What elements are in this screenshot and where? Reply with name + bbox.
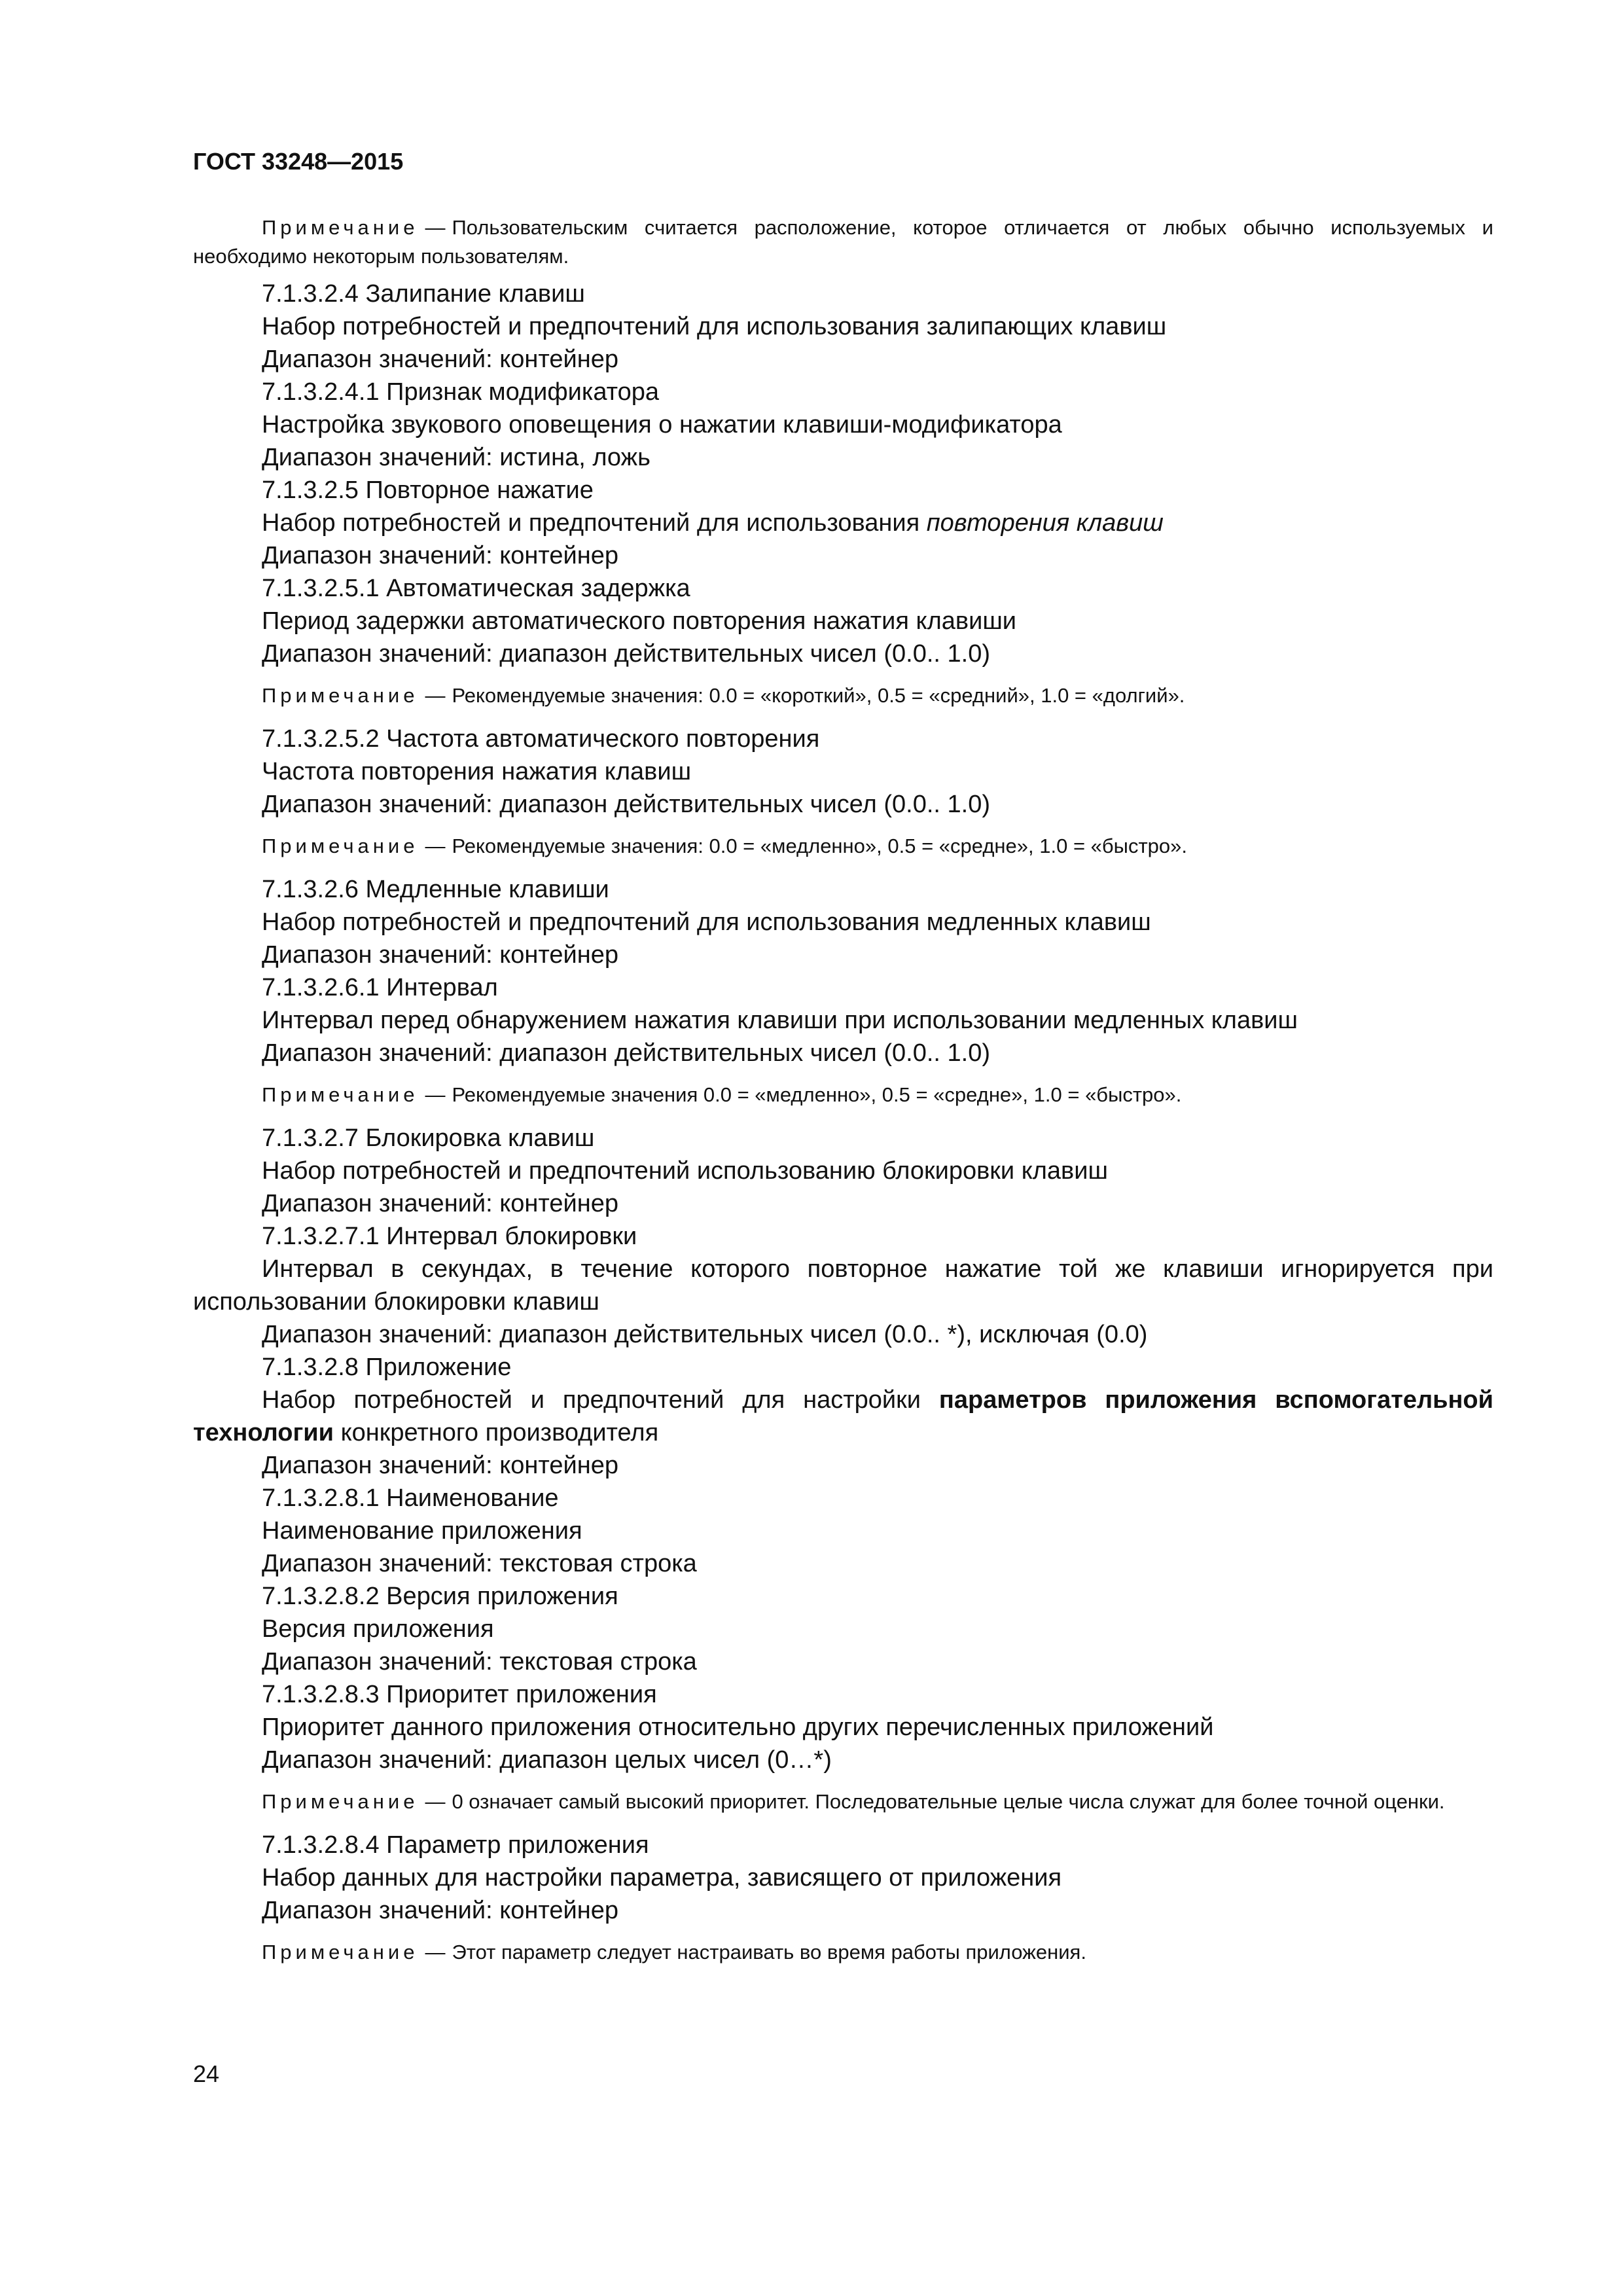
definition: Период задержки автоматического повторения нажатия клавиши [262, 607, 1017, 635]
section-heading: 7.1.3.2.8.3 Приоритет приложения [262, 1681, 657, 1708]
note-label: Примечание [262, 1083, 419, 1106]
note-text: Рекомендуемые значения: 0.0 = «короткий», 0.5 = «средний», 1.0 = «долгий». [452, 684, 1185, 707]
definition [193, 507, 1493, 539]
definition: Интервал перед обнаружением нажатия клавиши при использовании медленных клавиш [262, 1007, 1298, 1034]
value-range: Диапазон значений: текстовая строка [262, 1648, 697, 1676]
section-heading: 7.1.3.2.4.1 Признак модификатора [262, 378, 659, 406]
definition [193, 1384, 1493, 1449]
note-label: Примечание [262, 834, 419, 857]
note-dash: — [425, 834, 446, 857]
section-heading: 7.1.3.2.4 Залипание клавиш [262, 280, 585, 308]
note-3 [193, 1081, 1493, 1109]
section-heading: 7.1.3.2.6 Медленные клавиши [262, 876, 609, 903]
value-range: Диапазон значений: диапазон действительных чисел (0.0.. 1.0) [262, 640, 991, 668]
note-0 [193, 213, 1493, 271]
note-label: Примечание [262, 684, 419, 707]
note-5 [193, 1938, 1493, 1967]
definition: Версия приложения [262, 1615, 494, 1643]
value-range: Диапазон значений: контейнер [262, 941, 619, 969]
section-heading: 7.1.3.2.6.1 Интервал [262, 974, 498, 1001]
note-1 [193, 681, 1493, 710]
section-heading: 7.1.3.2.8.2 Версия приложения [262, 1583, 618, 1610]
value-range: Диапазон значений: истина, ложь [262, 444, 651, 471]
definition-text: Набор потребностей и предпочтений для настройки [262, 1386, 921, 1414]
section-heading: 7.1.3.2.5 Повторное нажатие [262, 476, 594, 504]
note-dash: — [425, 1941, 446, 1964]
value-range: Диапазон значений: контейнер [262, 346, 619, 373]
note-dash: — [425, 684, 446, 707]
page-number: 24 [193, 2060, 220, 2087]
note-dash: — [425, 1790, 446, 1813]
note-label: Примечание [262, 216, 419, 239]
section-heading: 7.1.3.2.5.2 Частота автоматического повторения [262, 725, 820, 753]
value-range: Диапазон значений: диапазон действительных чисел (0.0.. 1.0) [262, 791, 991, 818]
definition: Набор данных для настройки параметра, зависящего от приложения [262, 1864, 1062, 1892]
section-heading: 7.1.3.2.7.1 Интервал блокировки [262, 1223, 637, 1250]
definition: Частота повторения нажатия клавиш [262, 758, 692, 785]
definition: Набор потребностей и предпочтений для использования залипающих клавиш [262, 313, 1167, 340]
definition: Набор потребностей и предпочтений для использования медленных клавиш [262, 908, 1151, 936]
value-range: Диапазон значений: контейнер [262, 1897, 619, 1924]
note-text: Этот параметр следует настраивать во время работы приложения. [452, 1941, 1086, 1964]
definition-text-suffix: конкретного производителя [340, 1419, 659, 1446]
section-heading: 7.1.3.2.5.1 Автоматическая задержка [262, 575, 690, 602]
note-label: Примечание [262, 1790, 419, 1813]
definition: Набор потребностей и предпочтений использованию блокировки клавиш [262, 1157, 1108, 1185]
note-dash: — [425, 1083, 446, 1106]
note-label: Примечание [262, 1941, 419, 1964]
document-header: ГОСТ 33248—2015 [193, 148, 404, 175]
definition-bold-term: параметров приложения вспомогательной технологии [193, 1386, 1493, 1446]
definition: Наименование приложения [262, 1517, 582, 1545]
note-2 [193, 832, 1493, 861]
note-text: 0 означает самый высокий приоритет. Последовательные целые числа служат для более точной оценки. [452, 1790, 1445, 1813]
definition: Настройка звукового оповещения о нажатии клавиши-модификатора [262, 411, 1062, 439]
definition-italic-term: повторения клавиш [926, 509, 1164, 537]
section-heading: 7.1.3.2.8.4 Параметр приложения [262, 1831, 649, 1859]
note-text: Пользовательским считается расположение, которое отличается от любых обычно используемых и необходимо некоторым пользователям. [193, 216, 1493, 268]
note-text: Рекомендуемые значения 0.0 = «медленно», 0.5 = «средне», 1.0 = «быстро». [452, 1083, 1182, 1106]
value-range: Диапазон значений: диапазон действительных чисел (0.0.. 1.0) [262, 1039, 991, 1067]
value-range: Диапазон значений: контейнер [262, 542, 619, 569]
value-range: Диапазон значений: контейнер [262, 1190, 619, 1217]
definition: Приоритет данного приложения относительно других перечисленных приложений [262, 1713, 1214, 1741]
note-4 [193, 1787, 1493, 1816]
section-heading: 7.1.3.2.7 Блокировка клавиш [262, 1124, 595, 1152]
definition: Интервал в секундах, в течение которого повторное нажатие той же клавиши игнорируется при использовании блокировки клавиш [193, 1255, 1493, 1316]
value-range: Диапазон значений: текстовая строка [262, 1550, 697, 1577]
value-range: Диапазон значений: контейнер [262, 1452, 619, 1479]
section-heading: 7.1.3.2.8.1 Наименование [262, 1484, 559, 1512]
value-range: Диапазон значений: диапазон целых чисел (0…*) [262, 1746, 832, 1774]
note-text: Рекомендуемые значения: 0.0 = «медленно», 0.5 = «средне», 1.0 = «быстро». [452, 834, 1187, 857]
value-range: Диапазон значений: диапазон действительных чисел (0.0.. *), исключая (0.0) [262, 1321, 1148, 1348]
definition-text: Набор потребностей и предпочтений для использования [262, 509, 920, 537]
note-dash: — [425, 216, 446, 239]
section-heading: 7.1.3.2.8 Приложение [262, 1354, 512, 1381]
